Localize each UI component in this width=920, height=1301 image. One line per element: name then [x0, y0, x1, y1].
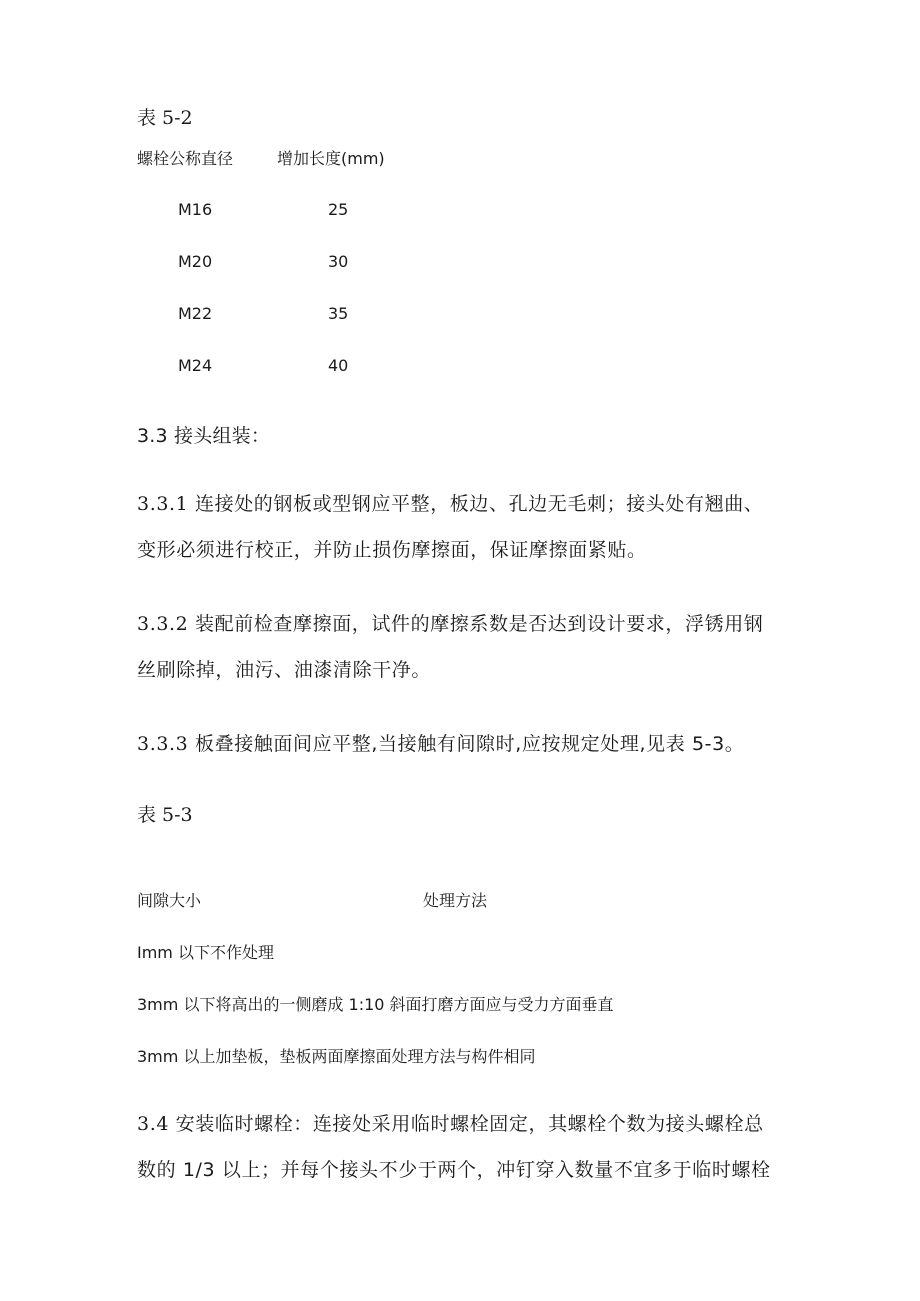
- table-5-2-cell-size: M22: [178, 304, 213, 323]
- table-5-3-caption: 表 5-3: [137, 804, 193, 826]
- paragraph-3-3-1: [137, 481, 787, 573]
- table-5-2-cell-length: 40: [328, 356, 349, 375]
- paragraph-line: 数的 1/3 以上；并每个接头不少于两个，冲钉穿入数量不宜多于临时螺栓: [137, 1159, 771, 1181]
- paragraph-number: 3.3.1: [137, 493, 189, 515]
- paragraph-line: 装配前检查摩擦面，试件的摩擦系数是否达到设计要求，浮锈用钢: [195, 613, 764, 635]
- table-5-2-cell-size: M20: [178, 252, 213, 271]
- section-3-3-heading: 3.3 接头组装：: [137, 425, 271, 447]
- paragraph-line: 丝刷除掉，油污、油漆清除干净。: [137, 659, 432, 681]
- table-5-3-header-gap: 间隙大小: [137, 891, 202, 910]
- table-5-2-cell-length: 35: [328, 304, 349, 323]
- paragraph-line: 安装临时螺栓：连接处采用临时螺栓固定，其螺栓个数为接头螺栓总: [175, 1113, 764, 1135]
- table-5-2-header-diameter: 螺栓公称直径: [137, 149, 234, 168]
- table-5-2-cell-length: 30: [328, 252, 349, 271]
- paragraph-line: 连接处的钢板或型钢应平整，板边、孔边无毛刺；接头处有翘曲、: [195, 493, 764, 515]
- table-5-3-row: Imm 以下不作处理: [137, 943, 274, 962]
- paragraph-3-3-3: [137, 721, 787, 767]
- paragraph-3-4: [137, 1101, 787, 1193]
- table-5-3-row: 3mm 以上加垫板，垫板两面摩擦面处理方法与构件相同: [137, 1047, 536, 1066]
- paragraph-3-3-2: [137, 601, 787, 693]
- paragraph-line: 板叠接触面间应平整,当接触有间隙时,应按规定处理,见表 5-3。: [195, 733, 745, 755]
- table-5-2-cell-length: 25: [328, 200, 349, 219]
- paragraph-line: 变形必须进行校正，并防止损伤摩擦面，保证摩擦面紧贴。: [137, 539, 647, 561]
- table-5-2-cell-size: M16: [178, 200, 213, 219]
- table-5-2-caption: 表 5-2: [137, 107, 193, 129]
- paragraph-number: 3.3.3: [137, 733, 189, 755]
- table-5-3-header-method: 处理方法: [423, 891, 488, 910]
- paragraph-number: 3.4: [137, 1113, 170, 1135]
- paragraph-number: 3.3.2: [137, 613, 189, 635]
- table-5-2-cell-size: M24: [178, 356, 213, 375]
- table-5-2-header-length: 增加长度(mm): [277, 149, 385, 168]
- table-5-3-row: 3mm 以下将高出的一侧磨成 1:10 斜面打磨方面应与受力方面垂直: [137, 995, 614, 1014]
